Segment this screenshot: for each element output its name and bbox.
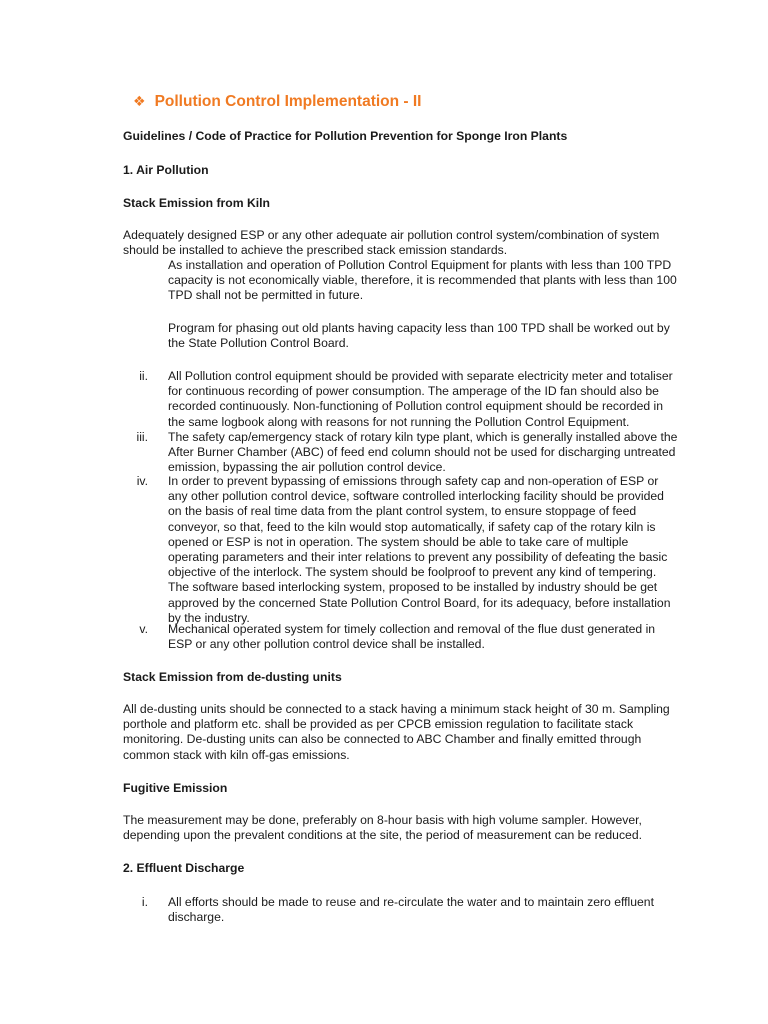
fugitive-paragraph — [123, 813, 642, 843]
list-number: i. — [141, 895, 148, 909]
subheading-fugitive-emission: Fugitive Emission — [123, 781, 228, 795]
effluent-list-item-i — [168, 895, 654, 925]
list-number: ii. — [139, 369, 148, 383]
text-line: operating parameters and their inter relations to prevent any possibility of defeating the basic — [168, 550, 668, 565]
text-line: discharge. — [168, 910, 225, 925]
list-number: iii. — [136, 430, 148, 444]
text-line: depending upon the prevalent conditions at the site, the period of measurement can be reduced. — [123, 828, 642, 843]
text-line: porthole and platform etc. shall be provided as per CPCB emission regulation to facilitate stack — [123, 717, 634, 732]
text-line: monitoring. De-dusting units can also be connected to ABC Chamber and finally emitted through — [123, 732, 642, 747]
list-item-iv — [168, 474, 670, 626]
list-number: v. — [139, 622, 148, 636]
text-line: Program for phasing out old plants having capacity less than 100 TPD shall be worked out by — [168, 321, 670, 335]
list-item-i-continuation — [168, 321, 670, 351]
text-line: for continuous recording of power consumption. The amperage of the ID fan should also be — [168, 384, 659, 399]
text-line: Mechanical operated system for timely collection and removal of the flue dust generated in — [168, 622, 656, 636]
text-line: In order to prevent bypassing of emissions through safety cap and non-operation of ESP or — [168, 474, 659, 488]
text-line: After Burner Chamber (ABC) of feed end column should not be used for discharging untreated — [168, 445, 676, 460]
list-item-ii — [168, 369, 673, 430]
list-number: iv. — [136, 474, 148, 488]
subheading-stack-emission-kiln: Stack Emission from Kiln — [123, 196, 270, 210]
text-line: Adequately designed ESP or any other adequate air pollution control system/combination of system — [123, 228, 660, 242]
subheading-dedusting: Stack Emission from de-dusting units — [123, 670, 342, 684]
text-line: As installation and operation of Pollution Control Equipment for plants with less than 100 TPD — [168, 258, 672, 272]
text-line: the State Pollution Control Board. — [168, 336, 349, 351]
text-line: opened or ESP is not in operation. The system should be able to take care of multiple — [168, 534, 629, 549]
text-line: ESP or any other pollution control device shall be installed. — [168, 637, 485, 652]
page-title: ❖ Pollution Control Implementation - II — [133, 93, 422, 110]
text-line: The software based interlocking system, proposed to be installed by industry should be get — [168, 580, 658, 595]
section-heading-effluent-discharge: 2. Effluent Discharge — [123, 861, 245, 875]
list-item-v — [168, 622, 655, 652]
list-item-i — [168, 258, 677, 304]
text-line: the same logbook along with reasons for not running the Pollution Control Equipment. — [168, 414, 630, 429]
list-item-iii — [168, 430, 677, 476]
text-line: on the basis of real time data from the plant control system, to ensure stoppage of feed — [168, 504, 637, 519]
text-line: capacity is not economically viable, therefore, it is recommended that plants with less than 100 — [168, 273, 677, 288]
text-line: The safety cap/emergency stack of rotary kiln type plant, which is generally installed above the — [168, 430, 678, 444]
text-line: recorded continuously. Non-functioning of Pollution control equipment should be recorded in — [168, 399, 664, 414]
text-line: All de-dusting units should be connected to a stack having a minimum stack height of 30 m. Sampling — [123, 702, 670, 716]
text-line: conveyor, so that, feed to the kiln would stop automatically, if safety cap of the rotary kiln is — [168, 519, 656, 534]
dedusting-paragraph — [123, 702, 670, 763]
text-line: approved by the concerned State Pollution Control Board, for its adequacy, before installation — [168, 595, 671, 610]
text-line: by the industry. — [168, 610, 250, 625]
text-line: emission, bypassing the air pollution control device. — [168, 460, 446, 475]
text-line: All efforts should be made to reuse and re-circulate the water and to maintain zero effluent — [168, 895, 654, 909]
section-heading-air-pollution: 1. Air Pollution — [123, 163, 209, 177]
text-line: All Pollution control equipment should be provided with separate electricity meter and totaliser — [168, 369, 673, 383]
diamond-bullet-icon: ❖ — [133, 93, 146, 109]
text-line: objective of the interlock. The system should be foolproof to prevent any kind of tempering. — [168, 565, 657, 580]
text-line: TPD shall not be permitted in future. — [168, 288, 364, 303]
text-line: common stack with kiln off-gas emissions. — [123, 747, 350, 762]
text-line: The measurement may be done, preferably on 8-hour basis with high volume sampler. However, — [123, 813, 642, 827]
text-line: should be installed to achieve the prescribed stack emission standards. — [123, 243, 508, 258]
intro-paragraph — [123, 228, 659, 258]
text-line: any other pollution control device, software controlled interlocking facility should be provided — [168, 489, 664, 504]
document-subtitle: Guidelines / Code of Practice for Pollution Prevention for Sponge Iron Plants — [123, 129, 568, 143]
